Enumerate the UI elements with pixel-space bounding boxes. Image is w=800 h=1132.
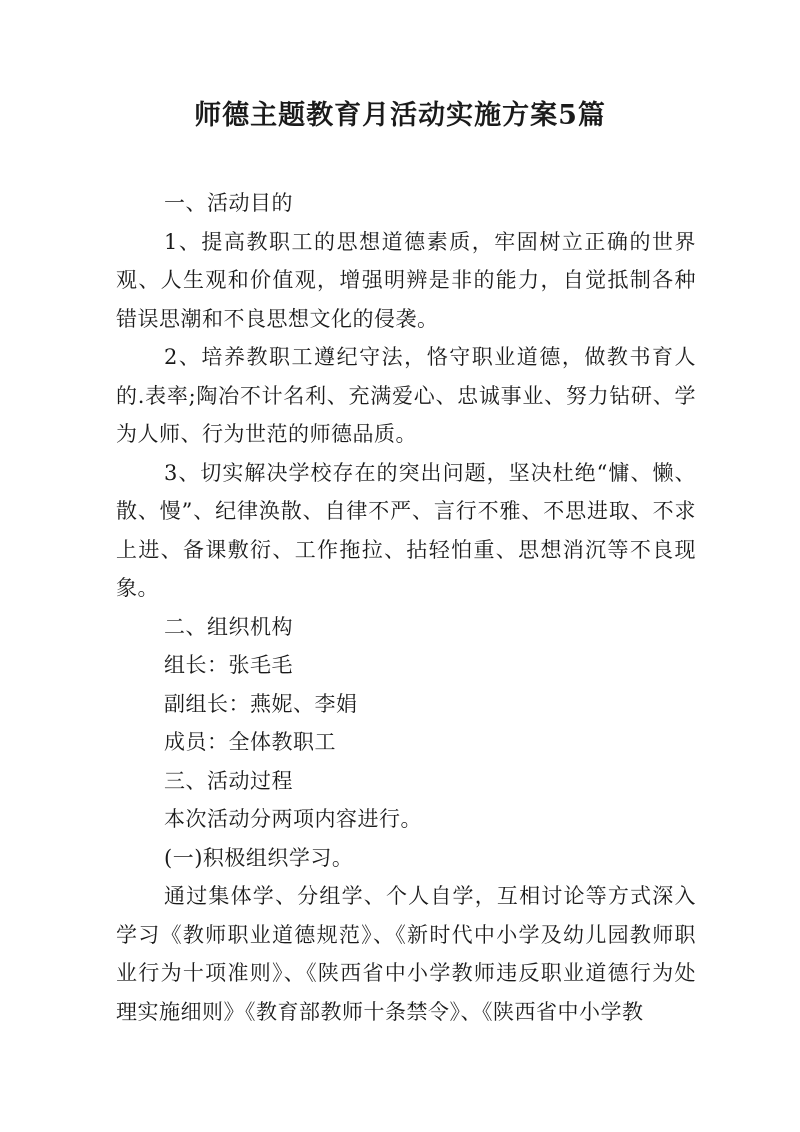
subheading-study: (一)积极组织学习。 bbox=[164, 845, 354, 870]
heading-activity-purpose: 一、活动目的 bbox=[164, 191, 293, 215]
paragraph-purpose-2: 2、培养教职工遵纪守法，恪守职业道德，做教书育人的.表率;陶冶不计名利、充满爱心、忠诚事业、努力钻研、学为人师、行为世范的师德品质。 bbox=[116, 345, 696, 446]
document-body bbox=[116, 184, 696, 1031]
paragraph-process-intro: 本次活动分两项内容进行。 bbox=[164, 807, 422, 831]
team-leader: 组长：张毛毛 bbox=[164, 653, 293, 677]
members: 成员：全体教职工 bbox=[164, 730, 336, 754]
paragraph-purpose-1: 1、提高教职工的思想道德素质，牢固树立正确的世界观、人生观和价值观，增强明辨是非的能力，自觉抵制各种错误思潮和不良思想文化的侵袭。 bbox=[116, 229, 696, 331]
heading-activity-process: 三、活动过程 bbox=[164, 768, 293, 793]
heading-organization: 二、组织机构 bbox=[164, 614, 293, 639]
deputy-leaders: 副组长：燕妮、李娟 bbox=[164, 691, 358, 716]
paragraph-study-methods: 通过集体学、分组学、个人自学，互相讨论等方式深入学习《教师职业道德规范》、《新时代中小学及幼儿园教师职业行为十项准则》、《陕西省中小学教师违反职业道德行为处理实施细则》《教育部教师十条禁令》、《陕西省中小学教 bbox=[116, 884, 696, 1024]
document-title: 师德主题教育月活动实施方案5篇 bbox=[194, 100, 606, 131]
paragraph-purpose-3: 3、切实解决学校存在的突出问题，坚决杜绝“慵、懒、散、慢”、纪律涣散、自律不严、言行不雅、不思进取、不求上进、备课敷衍、工作拖拉、拈轻怕重、思想消沉等不良现象。 bbox=[116, 460, 696, 600]
